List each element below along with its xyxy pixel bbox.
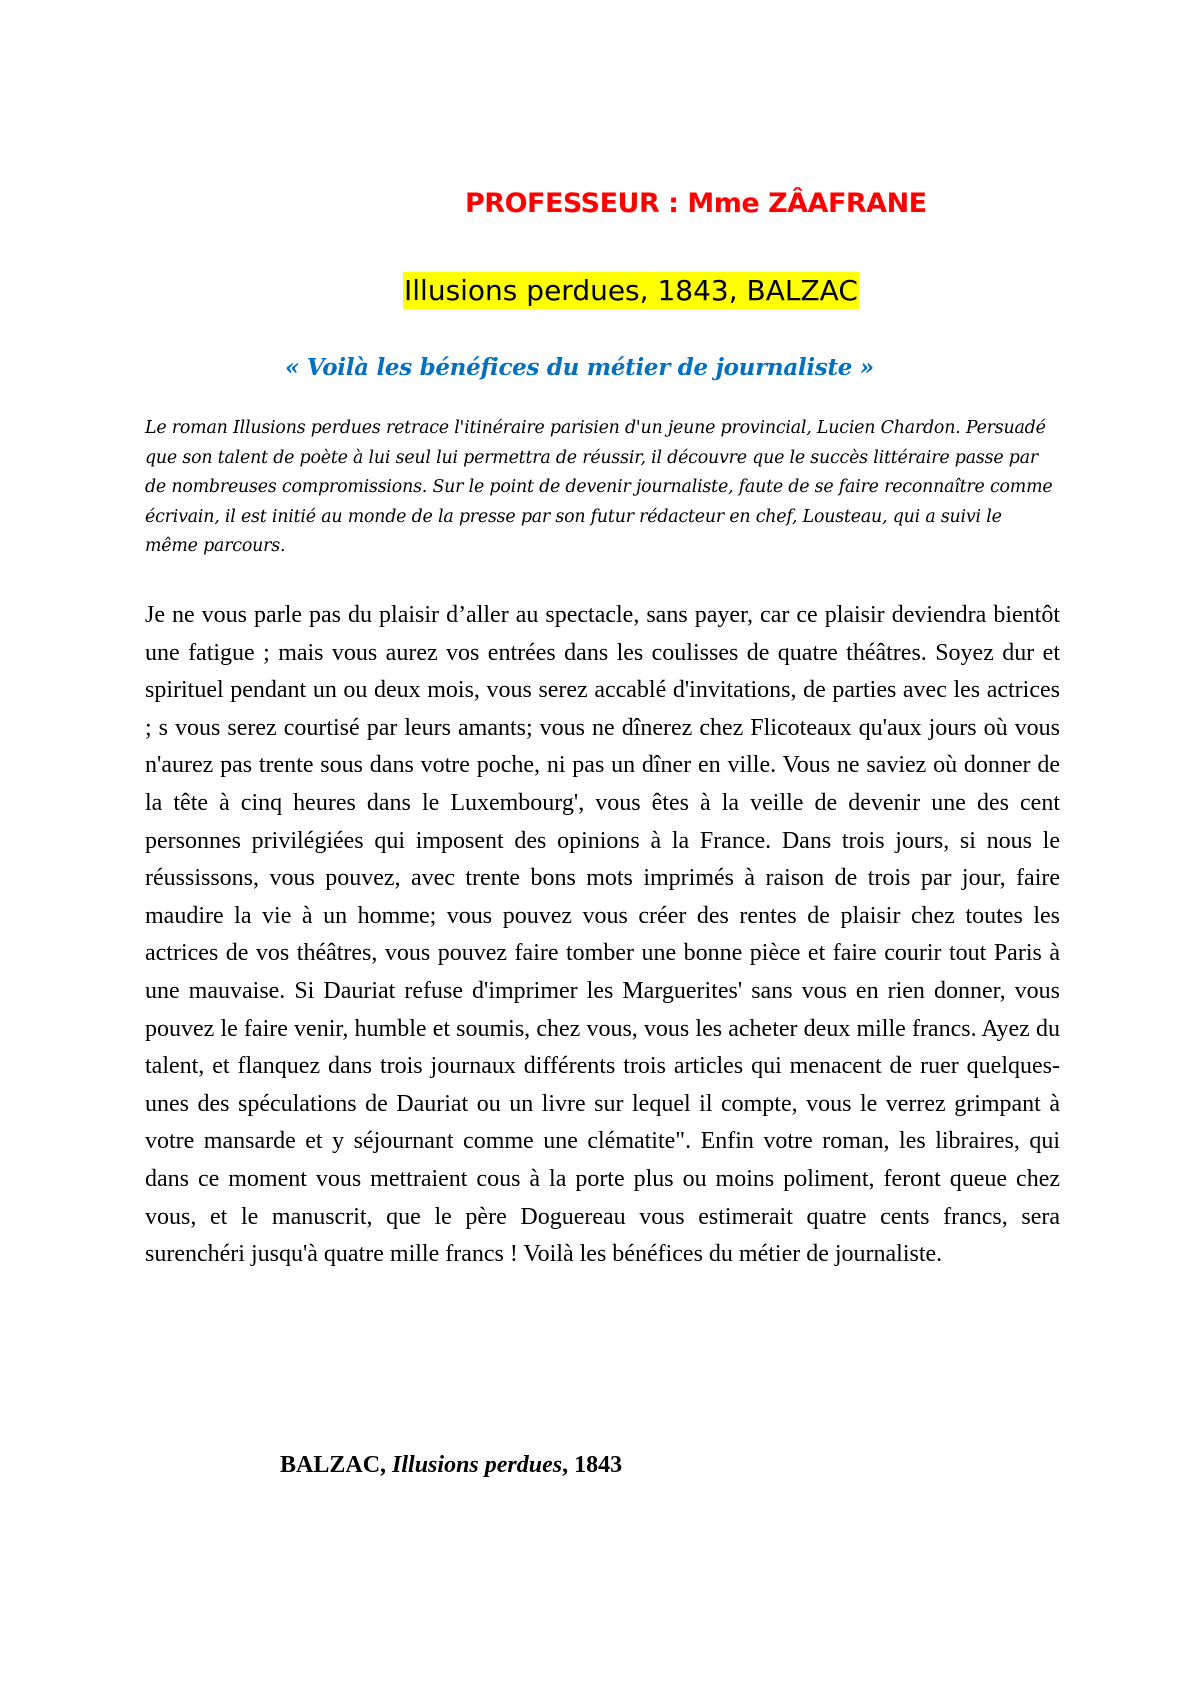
citation-work: Illusions perdues bbox=[392, 1452, 563, 1478]
excerpt-paragraph: Je ne vous parle pas du plaisir d’aller au spectacle, sans payer, car ce plaisir deviendra bientôt une fatigue ; mais vous aurez vos entrées dans les coulisses de quatre théâtres. Soyez dur et spirituel pendant un ou deux mois, vous serez accablé d'invitations, de parties avec les actrices ; s vous serez courtisé par leurs amants; vous ne dînerez chez Flicoteaux qu'aux jours où vous n'aurez pas trente sous dans votre poche, ni pas un dîner en ville. Vous ne saviez où donner de la tête à cinq heures dans le Luxembourg', vous êtes à la veille de devenir une des cent personnes privilégiées qui imposent des opinions à la France. Dans trois jours, si nous le réussissons, vous pouvez, avec trente bons mots imprimés à raison de trois par jour, faire maudire la vie à un homme; vous pouvez vous créer des rentes de plaisir chez toutes les actrices de vos théâtres, vous pouvez faire tomber une bonne pièce et faire courir tout Paris à une mauvaise. Si Dauriat refuse d'imprimer les Marguerites' sans vous en rien donner, vous pouvez le faire venir, humble et soumis, chez vous, vous les acheter deux mille francs. Ayez du talent, et flanquez dans trois journaux différents trois articles qui menacent de ruer quelques-unes des spéculations de Dauriat ou un livre sur lequel il compte, vous le verrez grimpant à votre mansarde et y séjournant comme une clématite". Enfin votre roman, les libraires, qui dans ce moment vous mettraient cous à la porte plus ou moins poliment, feront queue chez vous, et le manuscrit, que le père Doguereau vous estimerait quatre cents francs, sera surenchéri jusqu'à quatre mille francs ! Voilà les bénéfices du métier de journaliste. bbox=[145, 602, 1060, 1268]
citation-author: BALZAC, bbox=[280, 1452, 393, 1478]
citation-year: , 1843 bbox=[562, 1452, 623, 1478]
document-title: Illusions perdues, 1843, BALZAC bbox=[404, 274, 858, 307]
citation bbox=[280, 1452, 622, 1479]
teacher-heading: PROFESSEUR : Mme ZÂAFRANE bbox=[465, 188, 927, 219]
title-row bbox=[403, 274, 859, 307]
document-subtitle: « Voilà les bénéfices du métier de journaliste » bbox=[285, 354, 874, 381]
intro-paragraph: Le roman Illusions perdues retrace l'itinéraire parisien d'un jeune provincial, Lucien Chardon. Persuadé que son talent de poète à lui seul lui permettra de réussir, il découvre que le succès littéraire passe par de nombreuses compromissions. Sur le point de devenir journaliste, faute de se faire reconnaître comme écrivain, il est initié au monde de la presse par son futur rédacteur en chef, Lousteau, qui a suivi le même parcours. bbox=[145, 418, 1053, 556]
